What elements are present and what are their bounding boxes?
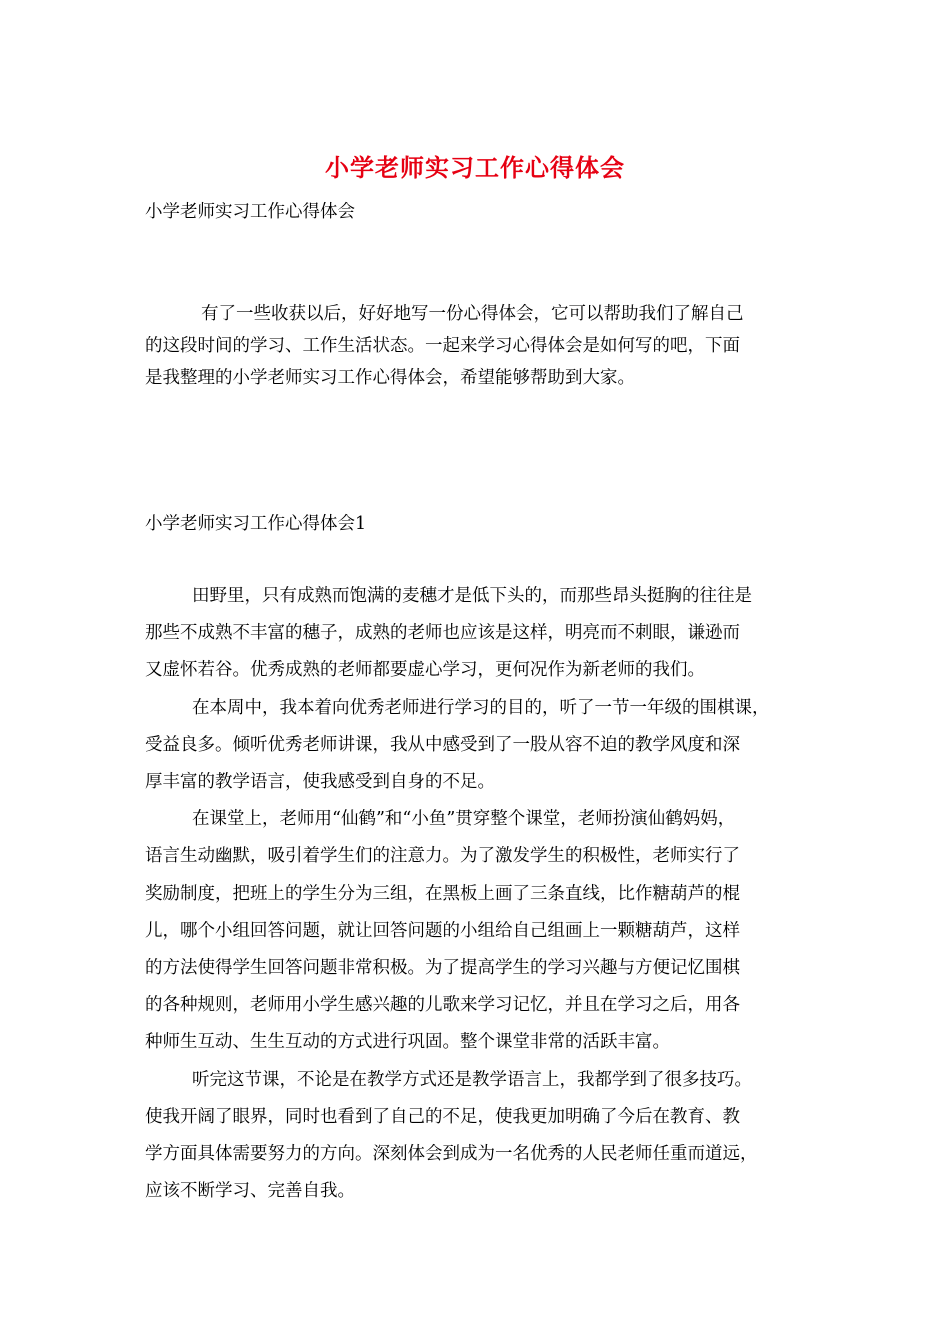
paragraph-2-line: 受益良多。倾听优秀老师讲课，我从中感受到了一股从容不迫的教学风度和深 bbox=[145, 734, 740, 755]
paragraph-3-line: 儿，哪个小组回答问题，就让回答问题的小组给自己组画上一颗糖葫芦，这样 bbox=[145, 920, 740, 941]
paragraph-3-line: 的方法使得学生回答问题非常积极。为了提高学生的学习兴趣与方便记忆围棋 bbox=[145, 958, 740, 979]
section-heading: 小学老师实习工作心得体会1 bbox=[145, 514, 367, 534]
intro-line: 有了一些收获以后，好好地写一份心得体会，它可以帮助我们了解自己 bbox=[201, 304, 744, 324]
document-subtitle: 小学老师实习工作心得体会 bbox=[145, 202, 355, 222]
paragraph-4-line: 应该不断学习、完善自我。 bbox=[145, 1181, 355, 1202]
paragraph-4-line: 使我开阔了眼界，同时也看到了自己的不足，使我更加明确了今后在教育、教 bbox=[145, 1106, 740, 1127]
paragraph-1-line: 田野里，只有成熟而饱满的麦穗才是低下头的，而那些昂头挺胸的往往是 bbox=[192, 586, 752, 606]
paragraph-4-line: 听完这节课，不论是在教学方式还是教学语言上，我都学到了很多技巧。 bbox=[192, 1069, 752, 1090]
intro-paragraph bbox=[145, 298, 815, 394]
paragraph-3-line: 语言生动幽默，吸引着学生们的注意力。为了激发学生的积极性，老师实行了 bbox=[145, 846, 740, 867]
paragraph-3-line: 在课堂上，老师用“仙鹤”和“小鱼”贯穿整个课堂，老师扮演仙鹤妈妈， bbox=[192, 809, 736, 830]
paragraph-2-line: 厚丰富的教学语言，使我感受到自身的不足。 bbox=[145, 772, 495, 793]
document-title: 小学老师实习工作心得体会 bbox=[325, 153, 625, 182]
paragraph-4-line: 学方面具体需要努力的方向。深刻体会到成为一名优秀的人民老师任重而道远， bbox=[145, 1144, 758, 1165]
intro-line: 的这段时间的学习、工作生活状态。一起来学习心得体会是如何写的吧，下面 bbox=[145, 336, 740, 356]
paragraph-3-line: 的各种规则，老师用小学生感兴趣的儿歌来学习记忆，并且在学习之后，用各 bbox=[145, 995, 740, 1016]
paragraph-3-line: 种师生互动、生生互动的方式进行巩固。整个课堂非常的活跃丰富。 bbox=[145, 1032, 670, 1053]
intro-line: 是我整理的小学老师实习工作心得体会，希望能够帮助到大家。 bbox=[145, 368, 635, 388]
paragraph-2-line: 在本周中，我本着向优秀老师进行学习的目的，听了一节一年级的围棋课， bbox=[192, 697, 770, 718]
body-text bbox=[145, 578, 825, 1210]
paragraph-1-line: 那些不成熟不丰富的穗子，成熟的老师也应该是这样，明亮而不刺眼，谦逊而 bbox=[145, 623, 740, 644]
paragraph-1-line: 又虚怀若谷。优秀成熟的老师都要虚心学习，更何况作为新老师的我们。 bbox=[145, 660, 705, 681]
paragraph-3-line: 奖励制度，把班上的学生分为三组，在黑板上画了三条直线，比作糖葫芦的棍 bbox=[145, 883, 740, 904]
